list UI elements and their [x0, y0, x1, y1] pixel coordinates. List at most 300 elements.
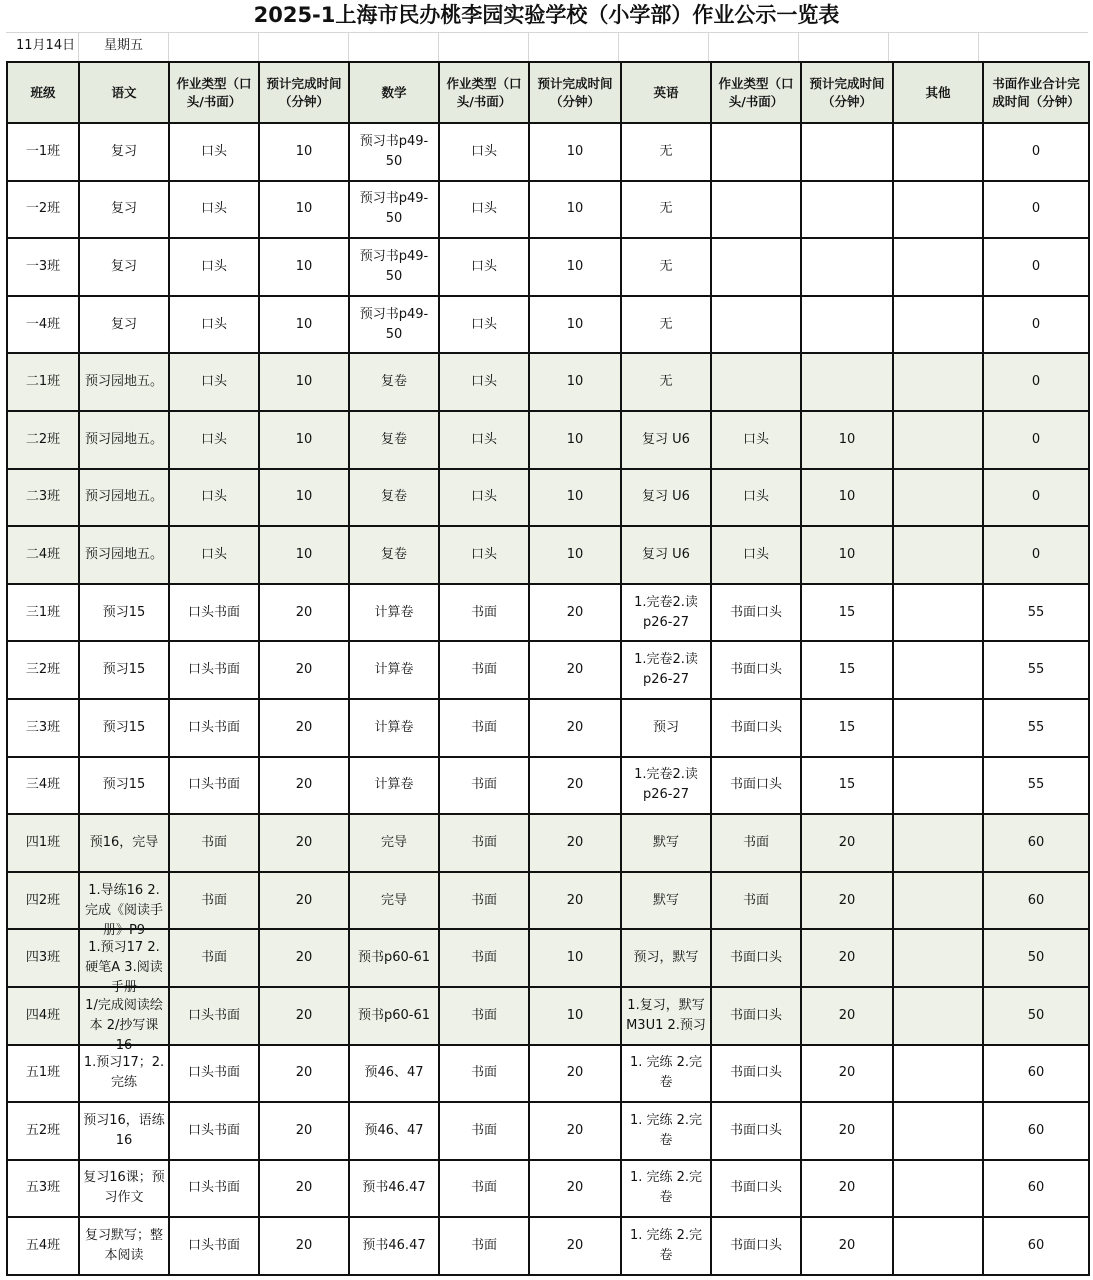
cell-text: 1.完卷2.读p26-27 [634, 652, 698, 688]
table-row [7, 526, 1089, 584]
class-name-cell [7, 699, 79, 757]
column-header: 数学 [349, 62, 439, 123]
cell-text: 默写 [652, 834, 679, 850]
table-cell [439, 1102, 529, 1160]
table-cell [983, 1045, 1089, 1103]
cell-text: 10 [838, 431, 856, 447]
table-cell [621, 699, 711, 757]
cell-text: 10 [838, 546, 856, 562]
cell-text: 无 [659, 201, 673, 217]
cell-text: 0 [1031, 258, 1041, 274]
table-cell [801, 526, 893, 584]
cell-text: 1.预习17；2.完练 [83, 1055, 165, 1091]
column-header: 书面作业合计完成时间（分钟） [983, 62, 1089, 123]
cell-text: 复习 U6 [642, 431, 690, 447]
table-cell [801, 814, 893, 872]
cell-text: 无 [659, 143, 673, 159]
table-cell [349, 1045, 439, 1103]
table-row [7, 757, 1089, 815]
cell-text: 复卷 [380, 489, 407, 505]
table-cell [349, 123, 439, 181]
table-cell [893, 757, 983, 815]
cell-text: 无 [659, 316, 673, 332]
table-cell [529, 1160, 621, 1218]
table-cell [529, 584, 621, 642]
table-cell [79, 1102, 169, 1160]
table-cell [439, 987, 529, 1045]
table-row [7, 1102, 1089, 1160]
cell-text: 10 [566, 546, 584, 562]
cell-text: 复习默写；整本阅读 [84, 1228, 163, 1264]
cell-text: 口头 [742, 489, 769, 505]
table-cell [79, 181, 169, 239]
table-cell [893, 238, 983, 296]
cell-text: 20 [295, 719, 313, 735]
table-cell [621, 987, 711, 1045]
table-row [7, 353, 1089, 411]
column-header: 预计完成时间（分钟） [801, 62, 893, 123]
cell-text: 三3班 [25, 719, 61, 735]
table-cell [259, 296, 349, 354]
cell-text: 书面 [470, 719, 497, 735]
table-cell [529, 872, 621, 930]
cell-text: 10 [566, 258, 584, 274]
table-cell [711, 469, 801, 527]
cell-text: 口头书面 [187, 1122, 240, 1138]
table-row [7, 584, 1089, 642]
table-cell [349, 411, 439, 469]
table-cell [439, 699, 529, 757]
table-cell [259, 1217, 349, 1275]
table-cell [259, 699, 349, 757]
cell-text: 10 [566, 950, 584, 966]
table-cell [169, 1217, 259, 1275]
cell-text: 复习 [110, 316, 137, 332]
table-cell [349, 469, 439, 527]
cell-text: 60 [1027, 1238, 1045, 1254]
table-cell [349, 757, 439, 815]
cell-text: 五2班 [25, 1122, 61, 1138]
table-row [7, 814, 1089, 872]
cell-text: 口头 [200, 546, 227, 562]
table-cell [349, 238, 439, 296]
table-cell [349, 1102, 439, 1160]
table-cell [259, 929, 349, 987]
table-cell [259, 526, 349, 584]
cell-text: 20 [838, 950, 856, 966]
cell-text: 20 [566, 662, 584, 678]
table-cell [259, 1160, 349, 1218]
cell-text: 书面 [742, 892, 769, 908]
table-cell [711, 123, 801, 181]
table-cell [439, 1217, 529, 1275]
cell-text: 三1班 [25, 604, 61, 620]
table-cell [801, 872, 893, 930]
cell-text: 三4班 [25, 777, 61, 793]
table-row [7, 1045, 1089, 1103]
cell-text: 书面口头 [729, 950, 782, 966]
table-cell [711, 411, 801, 469]
table-cell [711, 1217, 801, 1275]
weekday-label: 星期五 [104, 38, 144, 53]
table-cell [801, 181, 893, 239]
cell-text: 完导 [380, 892, 407, 908]
cell-text: 15 [838, 719, 856, 735]
cell-text: 20 [838, 1122, 856, 1138]
table-cell [169, 872, 259, 930]
table-cell [893, 353, 983, 411]
cell-text: 20 [838, 1065, 856, 1081]
cell-text: 书面口头 [729, 1238, 782, 1254]
cell-text: 1.完卷2.读p26-27 [634, 767, 698, 803]
table-cell [79, 469, 169, 527]
cell-text: 预46、47 [364, 1122, 424, 1138]
homework-table [6, 61, 1090, 1276]
table-cell [893, 987, 983, 1045]
table-cell [983, 123, 1089, 181]
table-cell [801, 757, 893, 815]
table-row [7, 181, 1089, 239]
cell-text: 1.预习17 2.硬笔A 3.阅读手册 [85, 940, 163, 996]
table-row [7, 296, 1089, 354]
cell-text: 书面 [470, 1122, 497, 1138]
table-cell [801, 123, 893, 181]
cell-text: 书面口头 [729, 604, 782, 620]
table-cell [893, 296, 983, 354]
table-cell [621, 872, 711, 930]
cell-text: 20 [566, 604, 584, 620]
table-cell [349, 526, 439, 584]
table-cell [621, 1160, 711, 1218]
cell-text: 书面 [470, 950, 497, 966]
cell-text: 1. 完练 2.完卷 [629, 1170, 703, 1206]
table-cell [711, 181, 801, 239]
table-cell [621, 1217, 711, 1275]
table-cell [621, 238, 711, 296]
table-cell [711, 526, 801, 584]
table-cell [349, 1217, 439, 1275]
cell-text: 复卷 [380, 374, 407, 390]
cell-text: 预习15 [102, 662, 146, 678]
cell-text: 四4班 [25, 1007, 61, 1023]
table-cell [259, 469, 349, 527]
table-cell [349, 353, 439, 411]
table-cell [983, 526, 1089, 584]
cell-text: 1. 完练 2.完卷 [629, 1112, 703, 1148]
cell-text: 预书46.47 [362, 1238, 426, 1254]
table-cell [259, 353, 349, 411]
table-row [7, 872, 1089, 930]
cell-text: 复习16课；预习作文 [83, 1170, 165, 1206]
table-cell [893, 411, 983, 469]
cell-text: 20 [295, 1007, 313, 1023]
table-cell [529, 411, 621, 469]
table-cell [893, 469, 983, 527]
cell-text: 50 [1027, 1007, 1045, 1023]
table-body [7, 123, 1089, 1275]
table-cell [983, 987, 1089, 1045]
table-cell [621, 584, 711, 642]
table-cell [529, 1045, 621, 1103]
cell-text: 二1班 [25, 374, 61, 390]
table-cell [983, 238, 1089, 296]
table-cell [169, 1102, 259, 1160]
cell-text: 口头书面 [187, 604, 240, 620]
class-name-cell [7, 584, 79, 642]
cell-text: 10 [566, 1007, 584, 1023]
table-cell [983, 411, 1089, 469]
table-cell [169, 411, 259, 469]
cell-text: 预习 [652, 719, 679, 735]
table-cell [801, 641, 893, 699]
cell-text: 一1班 [25, 143, 61, 159]
cell-text: 复习 [110, 143, 137, 159]
table-cell [983, 296, 1089, 354]
table-cell [79, 296, 169, 354]
table-cell [893, 814, 983, 872]
cell-text: 10 [295, 489, 313, 505]
cell-text: 预16，完导 [89, 834, 159, 850]
cell-text: 10 [566, 431, 584, 447]
cell-text: 口头 [470, 316, 497, 332]
cell-text: 1.导练16 2.完成《阅读手册》P9 [84, 882, 163, 938]
cell-text: 四2班 [25, 892, 61, 908]
class-name-cell [7, 411, 79, 469]
cell-text: 预习园地五。 [84, 546, 163, 562]
table-row [7, 929, 1089, 987]
cell-text: 0 [1031, 374, 1041, 390]
cell-text: 20 [838, 892, 856, 908]
table-row [7, 1217, 1089, 1275]
table-cell [79, 123, 169, 181]
page-title: 2025-1上海市民办桃李园实验学校（小学部）作业公示一览表 [253, 3, 840, 27]
cell-text: 复习 [110, 258, 137, 274]
cell-text: 默写 [652, 892, 679, 908]
cell-text: 口头 [470, 258, 497, 274]
cell-text: 口头 [470, 489, 497, 505]
table-cell [349, 987, 439, 1045]
cell-text: 口头 [200, 201, 227, 217]
table-cell [79, 353, 169, 411]
column-header: 其他 [893, 62, 983, 123]
table-cell [169, 123, 259, 181]
table-cell [529, 699, 621, 757]
cell-text: 预习，默写 [633, 950, 699, 966]
table-cell [801, 1102, 893, 1160]
column-header: 英语 [621, 62, 711, 123]
table-cell [711, 584, 801, 642]
cell-text: 0 [1031, 431, 1041, 447]
cell-text: 书面口头 [729, 1180, 782, 1196]
table-cell [801, 1217, 893, 1275]
table-cell [439, 238, 529, 296]
cell-text: 无 [659, 258, 673, 274]
cell-text: 20 [295, 892, 313, 908]
cell-text: 55 [1027, 719, 1045, 735]
cell-text: 口头书面 [187, 719, 240, 735]
cell-text: 10 [566, 201, 584, 217]
table-cell [801, 987, 893, 1045]
class-name-cell [7, 872, 79, 930]
class-name-cell [7, 814, 79, 872]
table-cell [529, 296, 621, 354]
table-cell [349, 1160, 439, 1218]
table-cell [79, 411, 169, 469]
cell-text: 计算卷 [374, 662, 414, 678]
cell-text: 20 [295, 1238, 313, 1254]
cell-text: 1.完卷2.读p26-27 [634, 594, 698, 630]
table-cell [439, 814, 529, 872]
cell-text: 四1班 [25, 834, 61, 850]
table-cell [983, 641, 1089, 699]
cell-text: 书面 [742, 834, 769, 850]
cell-text: 20 [838, 1238, 856, 1254]
table-cell [621, 123, 711, 181]
cell-text: 20 [838, 834, 856, 850]
cell-text: 复卷 [380, 431, 407, 447]
column-header: 作业类型（口头/书面） [711, 62, 801, 123]
cell-text: 书面 [470, 892, 497, 908]
cell-text: 书面口头 [729, 1007, 782, 1023]
table-cell [439, 411, 529, 469]
cell-text: 预习15 [102, 777, 146, 793]
table-cell [169, 353, 259, 411]
cell-text: 预习书p49-50 [359, 248, 429, 284]
table-cell [349, 181, 439, 239]
cell-text: 书面 [470, 834, 497, 850]
cell-text: 口头 [200, 316, 227, 332]
cell-text: 预书p60-61 [357, 1007, 431, 1023]
table-cell [711, 757, 801, 815]
cell-text: 三2班 [25, 662, 61, 678]
cell-text: 10 [566, 143, 584, 159]
cell-text: 0 [1031, 143, 1041, 159]
table-cell [169, 526, 259, 584]
table-cell [259, 181, 349, 239]
table-cell [529, 1217, 621, 1275]
cell-text: 20 [566, 834, 584, 850]
table-cell [711, 929, 801, 987]
cell-text: 20 [295, 1180, 313, 1196]
table-cell [801, 238, 893, 296]
table-cell [893, 1045, 983, 1103]
table-cell [801, 353, 893, 411]
table-cell [79, 584, 169, 642]
table-cell [349, 699, 439, 757]
table-cell [169, 469, 259, 527]
cell-text: 无 [659, 374, 673, 390]
table-cell [801, 296, 893, 354]
cell-text: 书面口头 [729, 1065, 782, 1081]
table-cell [259, 1102, 349, 1160]
cell-text: 口头 [742, 546, 769, 562]
table-cell [983, 469, 1089, 527]
column-header: 预计完成时间（分钟） [259, 62, 349, 123]
cell-text: 口头 [470, 374, 497, 390]
cell-text: 复习 U6 [642, 489, 690, 505]
table-cell [983, 1217, 1089, 1275]
cell-text: 书面口头 [729, 719, 782, 735]
table-cell [711, 641, 801, 699]
cell-text: 一2班 [25, 201, 61, 217]
table-cell [169, 584, 259, 642]
cell-text: 1.复习，默写M3U1 2.预习 [626, 997, 706, 1033]
cell-text: 一3班 [25, 258, 61, 274]
table-cell [79, 1217, 169, 1275]
table-cell [801, 1160, 893, 1218]
cell-text: 口头 [200, 258, 227, 274]
table-cell [801, 469, 893, 527]
cell-text: 10 [566, 316, 584, 332]
cell-text: 20 [566, 1238, 584, 1254]
table-cell [349, 641, 439, 699]
cell-text: 50 [1027, 950, 1045, 966]
cell-text: 复习 U6 [642, 546, 690, 562]
table-cell [801, 1045, 893, 1103]
cell-text: 预习园地五。 [84, 374, 163, 390]
table-cell [79, 238, 169, 296]
table-cell [529, 1102, 621, 1160]
cell-text: 15 [838, 777, 856, 793]
class-name-cell [7, 526, 79, 584]
table-cell [893, 929, 983, 987]
table-cell [259, 411, 349, 469]
date-label: 11月14日 [16, 38, 76, 53]
table-cell [711, 1045, 801, 1103]
cell-text: 20 [566, 719, 584, 735]
cell-text: 预习书p49-50 [359, 306, 429, 342]
table-cell [529, 469, 621, 527]
cell-text: 口头 [470, 546, 497, 562]
cell-text: 口头 [200, 374, 227, 390]
cell-text: 20 [295, 834, 313, 850]
cell-text: 55 [1027, 662, 1045, 678]
table-cell [79, 987, 169, 1053]
table-cell [529, 238, 621, 296]
cell-text: 0 [1031, 316, 1041, 332]
date-row [6, 32, 1088, 60]
cell-text: 二3班 [25, 489, 61, 505]
cell-text: 10 [295, 201, 313, 217]
table-cell [349, 929, 439, 987]
cell-text: 20 [295, 662, 313, 678]
table-row [7, 238, 1089, 296]
cell-text: 口头 [742, 431, 769, 447]
cell-text: 书面 [470, 1238, 497, 1254]
cell-text: 五4班 [25, 1238, 61, 1254]
table-cell [983, 353, 1089, 411]
table-cell [621, 296, 711, 354]
table-cell [259, 814, 349, 872]
table-cell [439, 526, 529, 584]
table-cell [169, 987, 259, 1045]
table-cell [349, 814, 439, 872]
cell-text: 书面口头 [729, 662, 782, 678]
cell-text: 20 [566, 1122, 584, 1138]
cell-text: 20 [566, 1180, 584, 1196]
cell-text: 预习15 [102, 604, 146, 620]
cell-text: 0 [1031, 489, 1041, 505]
class-name-cell [7, 123, 79, 181]
cell-text: 书面 [470, 1180, 497, 1196]
table-cell [259, 641, 349, 699]
cell-text: 口头书面 [187, 1238, 240, 1254]
table-row [7, 1160, 1089, 1218]
table-cell [983, 929, 1089, 987]
table-cell [169, 757, 259, 815]
cell-text: 口头 [200, 489, 227, 505]
table-cell [711, 987, 801, 1045]
